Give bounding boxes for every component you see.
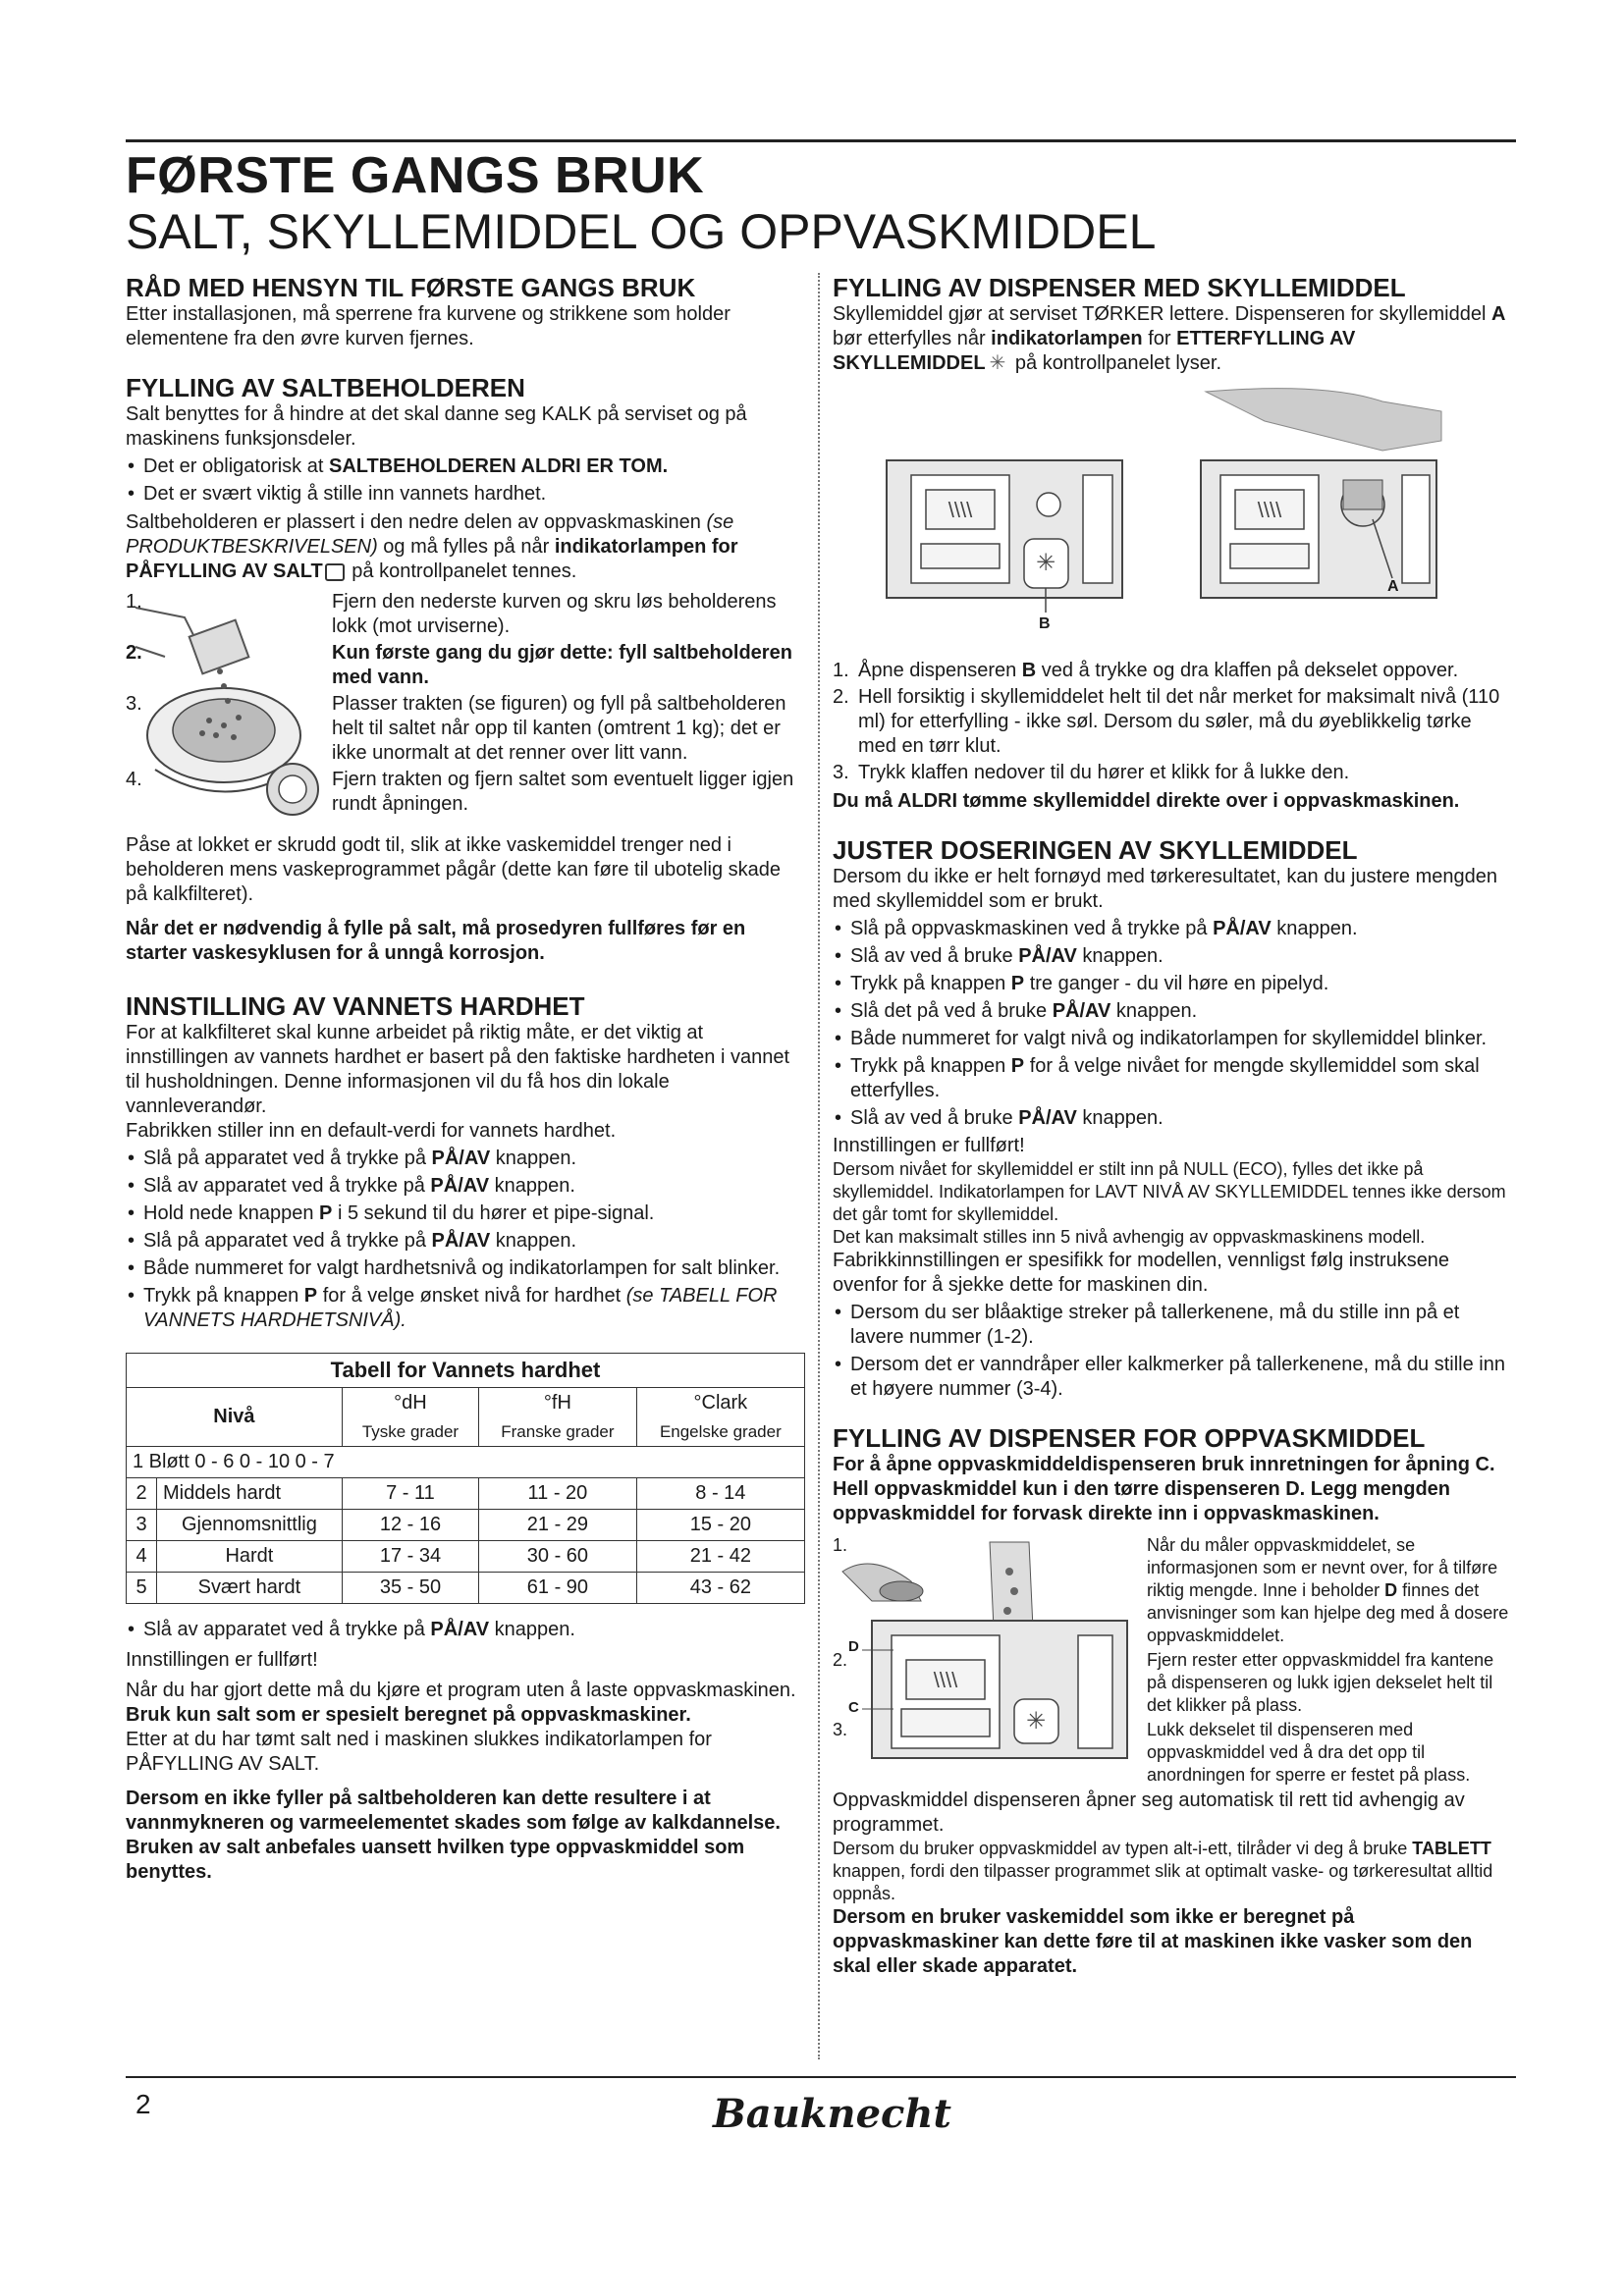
list-item: • Hold nede knappen P i 5 sekund til du hører et pipe-signal. <box>126 1201 805 1226</box>
detergent-tablet: Dersom du bruker oppvaskmiddel av typen alt-i-ett, tilråder vi deg å bruke TABLETT knappen, fordi den tilpasser programmet slik at optimalt vaske- og tørkeresultat alltid oppnås. <box>833 1839 1493 1903</box>
left-column <box>126 273 805 1904</box>
brand-logo: Bauknecht <box>713 2091 951 2137</box>
salt-steps-block <box>126 588 805 828</box>
table-row <box>127 1510 805 1541</box>
svg-text:\\\\: \\\\ <box>947 498 973 522</box>
salt-heading: FYLLING AV SALTBEHOLDEREN <box>126 373 525 402</box>
table-cell: Svært hardt <box>157 1573 343 1604</box>
table-cell: 35 - 50 <box>342 1573 478 1604</box>
rinse-dispenser-illustration <box>833 382 1512 657</box>
list-item: 1. Når du måler oppvaskmiddelet, se informasjonen som er nevnt over, for å tilføre riktig mengde. Inne i beholder D finnes det anvisninger som kan hjelpe deg med å dosere oppvaskmiddelet. <box>833 1535 1509 1645</box>
label-c: C <box>848 1699 859 1716</box>
table-subheader: Tyske grader <box>342 1418 478 1447</box>
table-row <box>127 1573 805 1604</box>
list-item: 3. Plasser trakten (se figuren) og fyll på saltbeholderen helt til saltet når opp til kanten (omtrent 1 kg); det er ikke unormalt at det renner over litt vann. <box>126 693 786 764</box>
top-rule <box>126 139 1516 142</box>
salt-intro: Salt benyttes for å hindre at det skal danne seg KALK på serviset og på maskinens funksjonsdeler. <box>126 403 747 450</box>
table-subheader: Franske grader <box>479 1418 637 1447</box>
detergent-section <box>833 1423 1512 1979</box>
svg-text:✳: ✳ <box>1025 1708 1047 1735</box>
page-title: FØRSTE GANGS BRUK <box>126 147 705 204</box>
salt-placement: Saltbeholderen er plassert i den nedre delen av oppvaskmaskinen (se PRODUKTBESKRIVELSEN) og må fylles på når indikatorlampen for PÅFYLLING AV SALT på kontrollpanelet tennes. <box>126 511 738 582</box>
detergent-warning: Dersom en bruker vaskemiddel som ikke er beregnet på oppvaskmaskiner kan dette føre til at maskinen ikke vasker som den skal eller skade apparatet. <box>833 1906 1473 1977</box>
hardness-indicator: Etter at du har tømt salt ned i maskinen slukkes indikatorlampen for PÅFYLLING AV SALT. <box>126 1729 712 1775</box>
advice-text: Etter installasjonen, må sperrene fra kurvene og strikkene som holder elementene fra den øvre kurven fjernes. <box>126 303 731 349</box>
list-item: • Både nummeret for valgt hardhetsnivå og indikatorlampen for salt blinker. <box>126 1256 805 1281</box>
list-item: 3. Trykk klaffen nedover til du hører et klikk for å lukke den. <box>833 762 1350 783</box>
rinse-section <box>833 273 1512 814</box>
list-item: • Dersom du ser blåaktige streker på tallerkenene, må du stille inn på et lavere nummer (1-2). <box>833 1301 1512 1350</box>
salt-bullets <box>126 454 805 507</box>
footer-rule <box>126 2076 1516 2078</box>
table-cell: 7 - 11 <box>342 1478 478 1510</box>
hardness-intro: For at kalkfilteret skal kunne arbeidet på riktig måte, er det viktig at innstillingen av vannets hardhet er basert på den faktiske hardheten i vannet til husholdningen. Denne informasjonen vil du få hos din lokale vannleverandør. <box>126 1022 789 1117</box>
rinse-steps <box>833 659 1512 785</box>
list-item: • Slå av apparatet ved å trykke på PÅ/AV knappen. <box>126 1618 805 1642</box>
table-cell: 61 - 90 <box>479 1573 637 1604</box>
table-row <box>127 1541 805 1573</box>
list-item: • Slå av ved å bruke PÅ/AV knappen. <box>833 1106 1512 1131</box>
list-item: 2. Kun første gang du gjør dette: fyll saltbeholderen med vann. <box>126 642 792 688</box>
dosage-levels: Det kan maksimalt stilles inn 5 nivå avhengig av oppvaskmaskinens modell. <box>833 1227 1426 1247</box>
table-cell: Hardt <box>157 1541 343 1573</box>
dosage-done: Innstillingen er fullført! <box>833 1135 1025 1156</box>
advice-heading: RÅD MED HENSYN TIL FØRSTE GANGS BRUK <box>126 273 696 302</box>
label-b: B <box>1039 615 1051 632</box>
hardness-use-salt: Bruk kun salt som er spesielt beregnet på oppvaskmaskiner. <box>126 1704 691 1726</box>
rinse-warning: Du må ALDRI tømme skyllemiddel direkte over i oppvaskmaskinen. <box>833 790 1460 812</box>
hardness-table <box>126 1353 805 1604</box>
detergent-auto: Oppvaskmiddel dispenseren åpner seg automatisk til rett tid avhengig av programmet. <box>833 1789 1465 1836</box>
table-cell: 43 - 62 <box>636 1573 804 1604</box>
rinse-heading: FYLLING AV DISPENSER MED SKYLLEMIDDEL <box>833 273 1406 302</box>
table-subheader: Engelske grader <box>636 1418 804 1447</box>
table-cell: 1 Bløtt 0 - 6 0 - 10 0 - 7 <box>127 1447 805 1478</box>
table-cell: 3 <box>127 1510 157 1541</box>
list-item: • Slå på apparatet ved å trykke på PÅ/AV knappen. <box>126 1229 805 1254</box>
dosage-intro: Dersom du ikke er helt fornøyd med tørkeresultatet, kan du justere mengden med skyllemiddel som er brukt. <box>833 866 1497 912</box>
list-item: • Trykk på knappen P for å velge ønsket nivå for hardhet (se TABELL FOR VANNETS HARDHETSNIVÅ). <box>126 1284 805 1333</box>
detergent-steps-block <box>833 1532 1512 1789</box>
table-cell: 21 - 29 <box>479 1510 637 1541</box>
table-cell: 21 - 42 <box>636 1541 804 1573</box>
list-item: • Slå av ved å bruke PÅ/AV knappen. <box>833 944 1512 969</box>
dosage-null: Dersom nivået for skyllemiddel er stilt inn på NULL (ECO), fylles det ikke på skyllemiddel. Indikatorlampen for LAVT NIVÅ AV SKYLLEMIDDEL tennes ikke dersom det går tomt for skyllemiddel. <box>833 1159 1506 1224</box>
table-header: °fH <box>479 1388 637 1419</box>
table-row <box>127 1478 805 1510</box>
list-item: • Trykk på knappen P for å velge nivået for mengde skyllemiddel som skal etterfylles. <box>833 1054 1512 1103</box>
column-divider <box>818 273 820 2059</box>
hardness-after-bullets <box>126 1618 805 1642</box>
rinse-indicator-icon: ✳ <box>989 352 1006 374</box>
hardness-bullets <box>126 1147 805 1333</box>
hardness-final-warning: Dersom en ikke fyller på saltbeholderen kan dette resultere i at vannmykneren og varmeelementet skades som følge av kalkdannelse. Bruken av salt anbefales uansett hvilken type oppvaskmiddel som benyttes. <box>126 1788 781 1883</box>
list-item: • Dersom det er vanndråper eller kalkmerker på tallerkenene, må du stille inn et høyere nummer (3-4). <box>833 1353 1512 1402</box>
salt-indicator-icon <box>325 563 345 581</box>
table-cell: 12 - 16 <box>342 1510 478 1541</box>
rinse-intro: Skyllemiddel gjør at serviset TØRKER lettere. Dispenseren for skyllemiddel A bør etterfylles når indikatorlampen for ETTERFYLLING AV SKYLLEMIDDEL ✳ på kontrollpanelet lyser. <box>833 303 1506 374</box>
svg-text:✳: ✳ <box>1035 550 1056 576</box>
list-item: • Slå av apparatet ved å trykke på PÅ/AV knappen. <box>126 1174 805 1199</box>
salt-warning: Når det er nødvendig å fylle på salt, må prosedyren fullføres før en starter vaskesyklusen for å unngå korrosjon. <box>126 918 746 964</box>
salt-after: Påse at lokket er skrudd godt til, slik at ikke vaskemiddel trenger ned i beholderen mens vaskeprogrammet pågår (dette kan føre til ubotelig skade på kalkfilteret). <box>126 834 782 905</box>
table-cell: 5 <box>127 1573 157 1604</box>
list-item: • Det er svært viktig å stille inn vannets hardhet. <box>126 482 805 507</box>
dosage-factory: Fabrikkinnstillingen er spesifikk for modellen, vennligst følg instruksene ovenfor for å sjekke dette for maskinen din. <box>833 1250 1450 1296</box>
right-column <box>833 273 1512 1999</box>
table-cell: 30 - 60 <box>479 1541 637 1573</box>
dosage-section <box>833 835 1512 1402</box>
dosage-tips <box>833 1301 1512 1402</box>
hardness-section <box>126 991 805 1885</box>
table-row <box>127 1447 805 1478</box>
svg-text:\\\\: \\\\ <box>1257 498 1282 522</box>
hardness-heading: INNSTILLING AV VANNETS HARDHET <box>126 991 585 1021</box>
list-item: 4. Fjern trakten og fjern saltet som eventuelt ligger igjen rundt åpningen. <box>126 769 794 815</box>
list-item: 1. Fjern den nederste kurven og skru løs beholderens lokk (mot urviserne). <box>126 591 777 637</box>
list-item: • Slå på oppvaskmaskinen ved å trykke på PÅ/AV knappen. <box>833 917 1512 941</box>
list-item: • Det er obligatorisk at SALTBEHOLDEREN ALDRI ER TOM. <box>126 454 805 479</box>
list-item: 1. Åpne dispenseren B ved å trykke og dra klaffen på dekselet oppover. <box>833 660 1459 681</box>
table-cell: 11 - 20 <box>479 1478 637 1510</box>
table-cell: 8 - 14 <box>636 1478 804 1510</box>
hardness-default: Fabrikken stiller inn en default-verdi for vannets hardhet. <box>126 1120 617 1142</box>
svg-text:\\\\: \\\\ <box>933 1668 958 1692</box>
advice-section <box>126 273 805 351</box>
table-caption: Tabell for Vannets hardhet <box>127 1354 805 1388</box>
list-item: • Trykk på knappen P tre ganger - du vil høre en pipelyd. <box>833 972 1512 996</box>
table-cell: 17 - 34 <box>342 1541 478 1573</box>
page-subtitle: SALT, SKYLLEMIDDEL OG OPPVASKMIDDEL <box>126 204 1157 259</box>
detergent-steps <box>833 1534 1512 1787</box>
table-cell: 2 <box>127 1478 157 1510</box>
list-item: • Både nummeret for valgt nivå og indikatorlampen for skyllemiddel blinker. <box>833 1027 1512 1051</box>
salt-steps <box>126 590 805 817</box>
dosage-bullets <box>833 917 1512 1131</box>
table-header: °dH <box>342 1388 478 1419</box>
table-cell: Gjennomsnittlig <box>157 1510 343 1541</box>
table-cell: Middels hardt <box>157 1478 343 1510</box>
list-item: 2. Fjern rester etter oppvaskmiddel fra kantene på dispenseren og lukk igjen dekselet helt til det klikker på plass. <box>833 1650 1494 1715</box>
list-item: • Slå det på ved å bruke PÅ/AV knappen. <box>833 999 1512 1024</box>
table-header: °Clark <box>636 1388 804 1419</box>
table-cell: 15 - 20 <box>636 1510 804 1541</box>
detergent-intro: For å åpne oppvaskmiddeldispenseren bruk innretningen for åpning C. Hell oppvaskmiddel kun i den tørre dispenseren D. Legg mengden oppvaskmiddel for forvask direkte inn i oppvaskmaskinen. <box>833 1454 1495 1524</box>
label-a: A <box>1387 578 1399 595</box>
hardness-done: Innstillingen er fullført! <box>126 1649 318 1671</box>
list-item: 2. Hell forsiktig i skyllemiddelet helt til det når merket for maksimalt nivå (110 ml) for etterfylling - ikke søl. Dersom du søler, må du øyeblikkelig tørke med en tørr klut. <box>833 686 1500 757</box>
list-item: 3. Lukk dekselet til dispenseren med oppvaskmiddel ved å dra det opp til anordningen for sperre er festet på plass. <box>833 1720 1471 1785</box>
label-d: D <box>848 1638 859 1655</box>
table-header: Nivå <box>127 1388 343 1447</box>
detergent-heading: FYLLING AV DISPENSER FOR OPPVASKMIDDEL <box>833 1423 1426 1453</box>
page-number: 2 <box>135 2089 151 2119</box>
list-item: • Slå på apparatet ved å trykke på PÅ/AV knappen. <box>126 1147 805 1171</box>
salt-section <box>126 373 805 966</box>
table-cell: 4 <box>127 1541 157 1573</box>
hardness-run-program: Når du har gjort dette må du kjøre et program uten å laste oppvaskmaskinen. <box>126 1680 796 1701</box>
dosage-heading: JUSTER DOSERINGEN AV SKYLLEMIDDEL <box>833 835 1358 865</box>
